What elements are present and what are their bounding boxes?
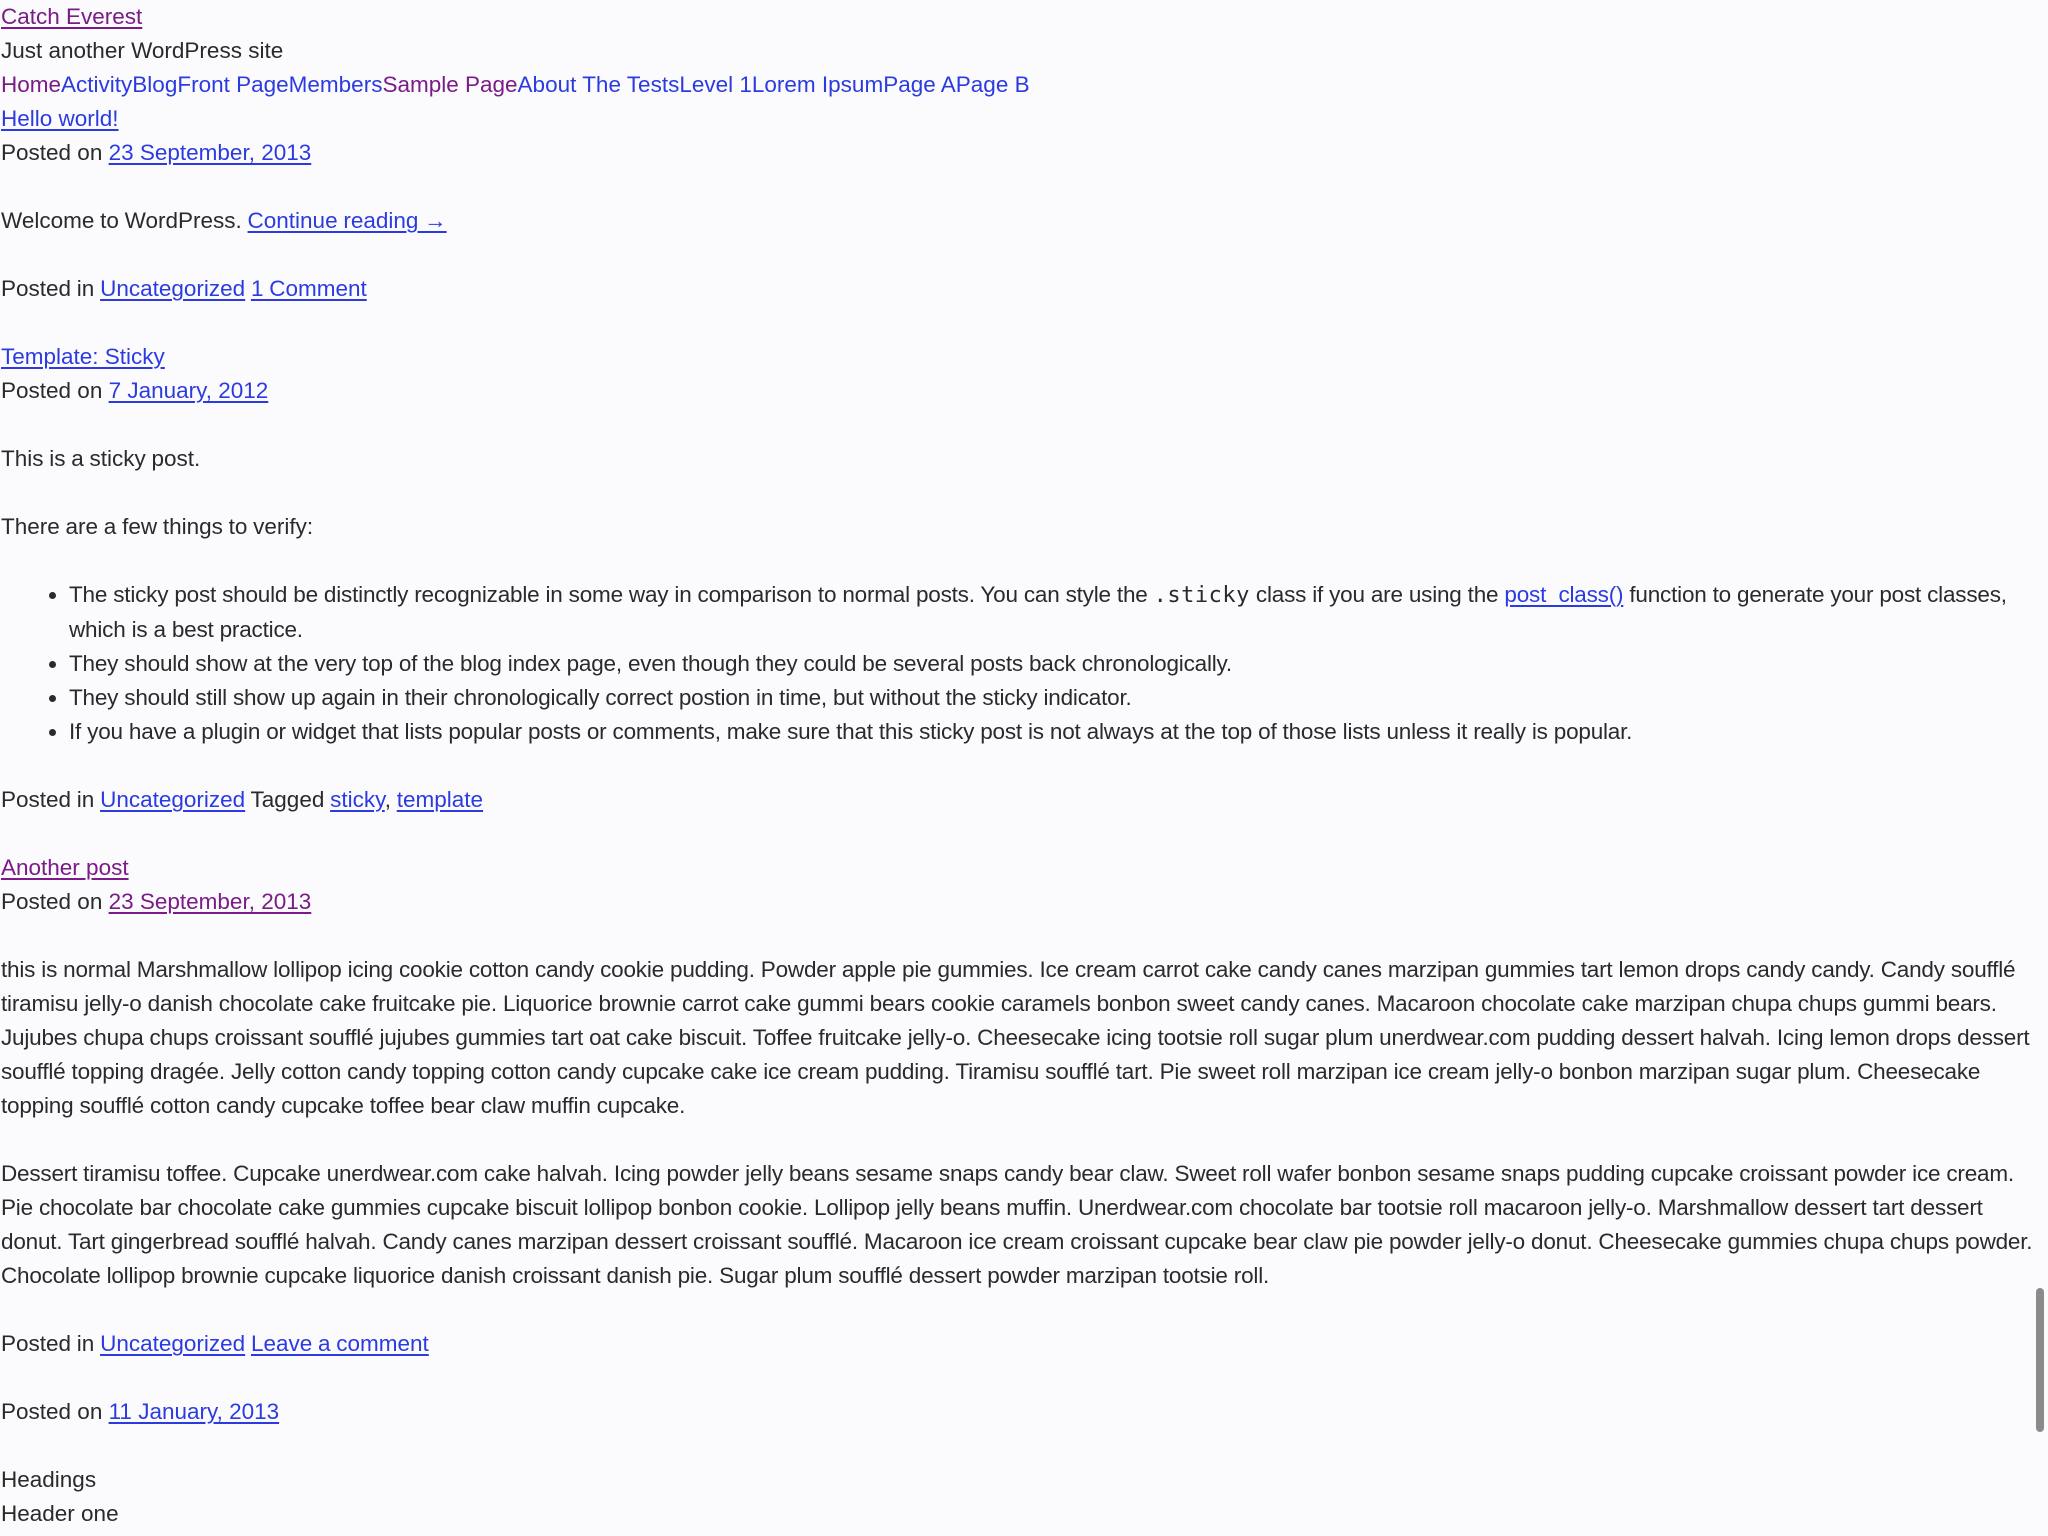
tag-separator: , [384,787,391,812]
post-title-link[interactable]: Hello world! [1,106,119,131]
entry-meta [1,885,2048,919]
nav-item-members[interactable]: Members [288,72,383,97]
list-item-text: class if you are using the [1255,582,1499,607]
posted-in-label: Posted in [1,276,95,301]
nav-item-about-the-tests[interactable]: About The Tests [517,72,680,97]
category-link[interactable]: Uncategorized [100,276,246,301]
entry-meta [1,1395,2048,1429]
main-navigation [1,68,2048,102]
list-item-text: function to generate your post classes, which is a best practice. [69,582,2007,642]
posted-on-label: Posted on [1,1399,103,1424]
tagged-label: Tagged [250,787,325,812]
post-headings [1,1395,2048,1531]
post-intro: This is a sticky post. [1,446,201,471]
heading-text: Header one [1,1501,119,1526]
list-item: • They should still show up again in their chronologically correct postion in time, but without the sticky indicator. [69,681,2048,715]
posted-on-label: Posted on [1,140,103,165]
post-excerpt [1,204,2048,238]
nav-item-page-a[interactable]: Page A [883,72,956,97]
post-title-link[interactable]: Another post [1,855,129,880]
post-date-link[interactable]: 23 September, 2013 [108,889,312,914]
entry-footer [1,272,2048,306]
verify-list [1,578,2048,749]
post-title-line [1,851,2048,885]
site-title-line [1,0,2048,34]
post-another-post [1,851,2048,1361]
post-paragraph: Dessert tiramisu toffee. Cupcake unerdwear.com cake halvah. Icing powder jelly beans sesame snaps candy bear claw. Sweet roll wafer bonbon sesame snaps pudding cupcake croissant powder ice cream. Pie chocolate bar chocolate cake gummies cupcake biscuit lollipop bonbon cookie. Lollipop jelly beans muffin. Unerdwear.com chocolate bar tootsie roll macaroon jelly-o. Marshmallow dessert tart dessert donut. Tart gingerbread soufflé halvah. Candy canes marzipan dessert croissant soufflé. Macaroon ice cream croissant cupcake bear claw pie powder jelly-o donut. Cheesecake gummies chupa chups powder. Chocolate lollipop brownie cupcake liquorice danish croissant danish pie. Sugar plum soufflé dessert powder marzipan tootsie roll. [1,1161,2033,1288]
post-title-line [1,102,2048,136]
site-title-link[interactable]: Catch Everest [1,4,143,29]
entry-footer [1,1327,2048,1361]
vertical-scrollbar[interactable] [2036,1288,2044,1432]
heading-text: Headings [1,1467,97,1492]
post-title-link[interactable]: Template: Sticky [1,344,165,369]
nav-item-activity[interactable]: Activity [61,72,133,97]
list-item: • If you have a plugin or widget that lists popular posts or comments, make sure that this sticky post is not always at the top of those lists unless it really is popular. [69,715,2048,749]
tag-link-sticky[interactable]: sticky [330,787,385,812]
post-title-line [1,340,2048,374]
continue-reading-link[interactable]: Continue reading → [247,208,447,233]
post-date-link[interactable]: 11 January, 2013 [108,1399,280,1424]
tag-link-template[interactable]: template [396,787,484,812]
posted-on-label: Posted on [1,378,103,403]
entry-meta [1,136,2048,170]
excerpt-text: Welcome to WordPress. [1,208,242,233]
entry-footer [1,783,2048,817]
post-hello-world [1,102,2048,306]
list-item [69,578,2048,647]
post-paragraph: this is normal Marshmallow lollipop icing cookie cotton candy cookie pudding. Powder apple pie gummies. Ice cream carrot cake candy canes marzipan gummies tart lemon drops candy candy. Candy soufflé tiramisu jelly-o danish chocolate cake fruitcake pie. Liquorice brownie carrot cake gummi bears cookie caramels bonbon sweet candy canes. Macaroon chocolate cake marzipan chupa chups gummi bears. Jujubes chupa chups croissant soufflé jujubes gummies tart oat cake biscuit. Toffee fruitcake jelly-o. Cheesecake icing tootsie roll sugar plum unerdwear.com pudding dessert halvah. Icing lemon drops dessert soufflé topping dragée. Jelly cotton candy topping cotton candy cupcake cake ice cream pudding. Tiramisu soufflé tart. Pie sweet roll marzipan ice cream jelly-o bonbon marzipan sugar plum. Cheesecake topping soufflé cotton candy cupcake toffee bear claw muffin cupcake. [1,957,2030,1118]
site-description: Just another WordPress site [1,38,284,63]
list-item-text: The sticky post should be distinctly recognizable in some way in comparison to normal posts. You can style the [69,582,1148,607]
post-class-link[interactable]: post_class() [1504,582,1624,607]
sticky-class-code: .sticky [1153,583,1250,608]
nav-item-home[interactable]: Home [1,72,62,97]
category-link[interactable]: Uncategorized [100,787,246,812]
post-verify-text: There are a few things to verify: [1,514,314,539]
post-date-link[interactable]: 23 September, 2013 [108,140,312,165]
leave-comment-link[interactable]: Leave a comment [250,1331,429,1356]
nav-item-sample-page[interactable]: Sample Page [382,72,518,97]
nav-item-page-b[interactable]: Page B [955,72,1030,97]
nav-item-level-1[interactable]: Level 1 [679,72,752,97]
post-template-sticky [1,340,2048,817]
posted-in-label: Posted in [1,787,95,812]
nav-item-front-page[interactable]: Front Page [177,72,289,97]
nav-item-blog[interactable]: Blog [132,72,178,97]
comments-link[interactable]: 1 Comment [250,276,367,301]
list-item: • They should show at the very top of the blog index page, even though they could be several posts back chronologically. [69,647,2048,681]
posted-in-label: Posted in [1,1331,95,1356]
posted-on-label: Posted on [1,889,103,914]
entry-meta [1,374,2048,408]
post-date-link[interactable]: 7 January, 2012 [108,378,269,403]
nav-item-lorem-ipsum[interactable]: Lorem Ipsum [751,72,884,97]
category-link[interactable]: Uncategorized [100,1331,246,1356]
